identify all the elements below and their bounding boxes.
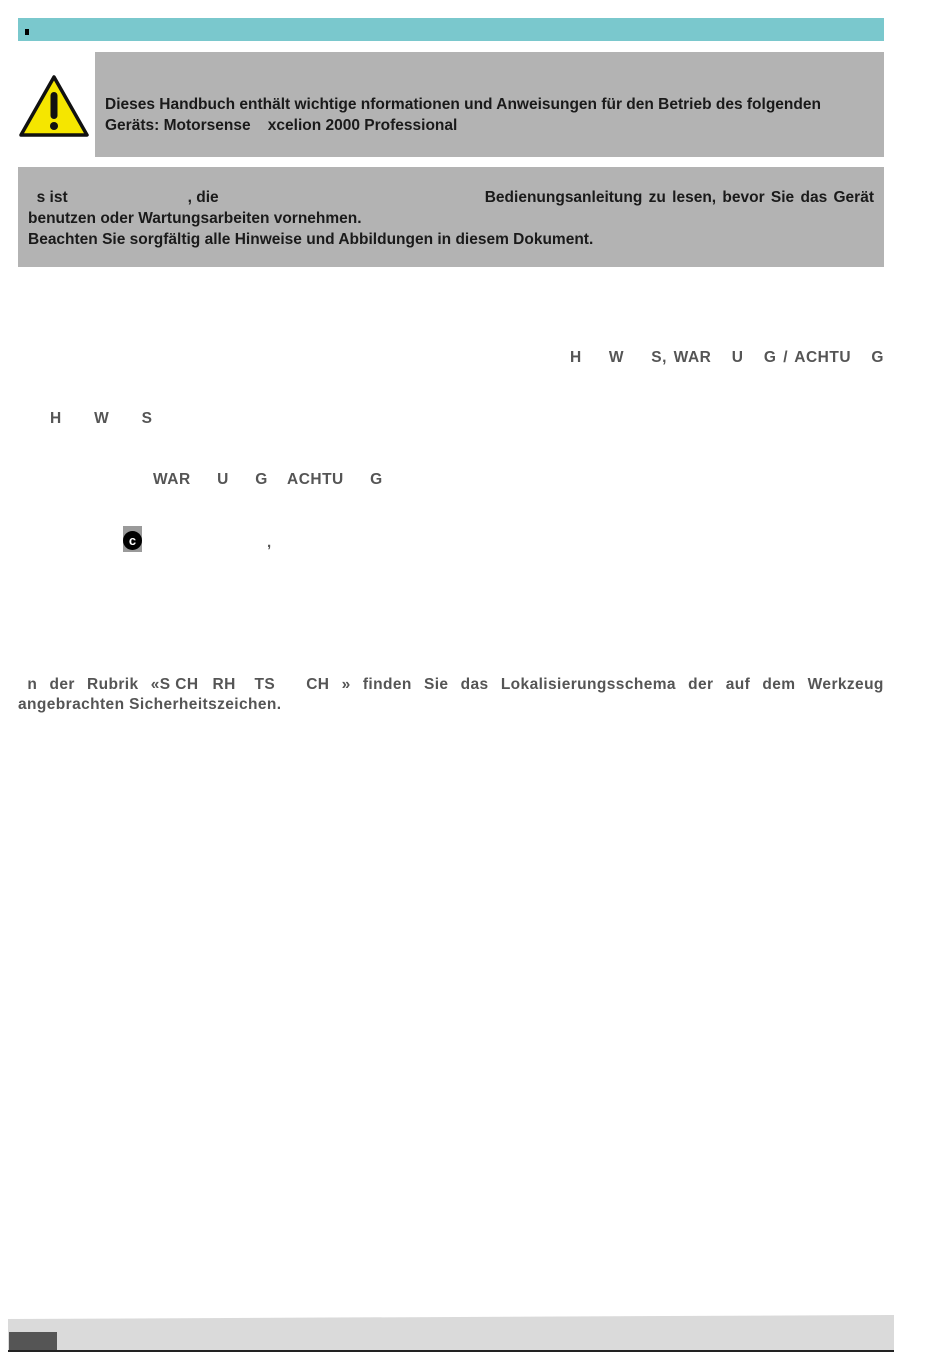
intro-box — [95, 52, 884, 157]
rubric-word: der — [49, 676, 75, 693]
section-header-bar — [18, 18, 884, 41]
rubric-word: CH — [287, 676, 330, 693]
notice-fragment: , die — [187, 189, 219, 206]
notice-box — [18, 167, 884, 267]
rubric-word: n — [18, 676, 38, 693]
intro-line-2: Geräts: Motorsense xcelion 2000 Professional — [105, 117, 458, 134]
badge-letter: c — [123, 531, 142, 550]
rubric-word: «S CH RH TS — [150, 676, 276, 693]
rubric-word: Rubrik — [87, 676, 139, 693]
warning-triangle-icon — [18, 74, 90, 138]
footer-rule — [8, 1350, 894, 1352]
rubric-word: Werkzeug — [807, 676, 884, 693]
page-number-tab — [9, 1332, 57, 1350]
rubric-word: der — [688, 676, 714, 693]
achtung-label: ACHTU G — [287, 471, 383, 488]
rubric-word: Sie — [423, 676, 449, 693]
rubric-word: Lokalisierungsschema — [500, 676, 676, 693]
rubric-line-1 — [18, 675, 884, 695]
rubric-word: auf — [725, 676, 751, 693]
intro-line-1: Dieses Handbuch enthält wichtige nformationen und Anweisungen für den Betrieb des folgenden — [105, 96, 821, 113]
rubric-word: dem — [762, 676, 796, 693]
notice-fragment: Bedienungsanleitung zu lesen, bevor Sie das Gerät — [484, 189, 874, 206]
rubric-line-2: angebrachten Sicherheitszeichen. — [18, 696, 282, 713]
notice-fragment: s ist — [28, 189, 68, 206]
hinweis-label: H W S — [50, 410, 153, 427]
notice-line-2: benutzen oder Wartungsarbeiten vornehmen. — [28, 210, 362, 227]
footer-band — [8, 1315, 894, 1351]
section-heading: H W S, WAR U G / ACHTU G — [569, 349, 884, 366]
warnung-label: WAR U G — [153, 471, 268, 488]
notice-line-3: Beachten Sie sorgfältig alle Hinweise und Abbildungen in diesem Dokument. — [28, 231, 594, 248]
notice-line-1 — [28, 187, 874, 208]
rubric-paragraph — [18, 675, 884, 715]
symbol-badge — [123, 526, 142, 552]
badge-trailing-text: , — [267, 534, 272, 551]
rubric-word: finden — [362, 676, 412, 693]
bullet-marker — [25, 29, 29, 35]
rubric-word: » — [341, 676, 351, 693]
rubric-word: das — [460, 676, 489, 693]
